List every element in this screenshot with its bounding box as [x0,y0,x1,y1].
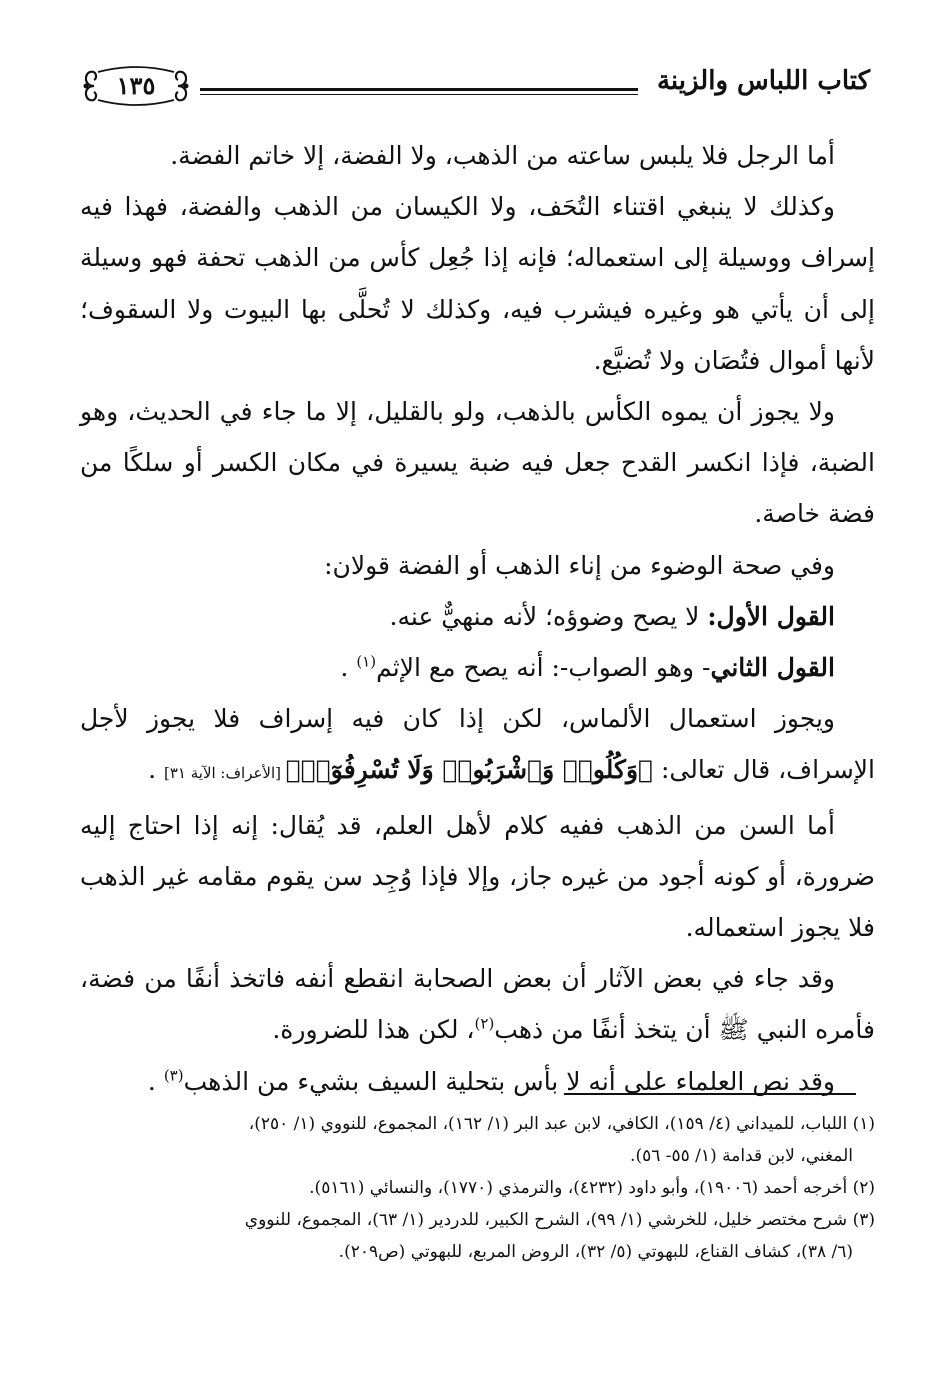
verse-citation: [الأعراف: الآية ٣١] [163,764,286,783]
header-rule [200,88,638,95]
paragraph: القول الثاني- وهو الصواب-: أنه يصح مع الإثم$^{(١)}$ . [340,652,835,683]
paragraph-end: . [148,755,164,785]
paragraph-end: . [147,1066,164,1096]
footnote-ref[interactable]: (٢) [474,1015,495,1034]
running-title: كتاب اللباس والزينة [656,66,870,96]
footnotes [80,1108,875,1268]
paragraph-text: ، لكن هذا للضرورة. [272,1015,475,1045]
paragraph [80,591,875,642]
paragraph: أما السن من الذهب ففيه كلام لأهل العلم، قد يُقال: إنه إذا احتاج إليه ضرورة، أو كونه أجود من غيره جاز، وإلا فإذا وُجِد سن يقوم مقامه غير الذهب فلا يجوز استعماله. [80,810,875,943]
paragraph: أما الرجل فلا يلبس ساعته من الذهب، ولا الفضة، إلا خاتم الفضة. [170,141,835,170]
paragraph-text: وقد نص العلماء على أنه لا بأس بتحلية السيف بشيء من الذهب [183,1066,835,1096]
paragraph [80,953,875,1055]
footnote-3-continued: (٦/ ٣٨)، كشاف القناع، للبهوتي (٥/ ٣٢)، الروض المربع، للبهوتي (ص٢٠٩). [338,1242,853,1262]
footnote-1-continued: المغني، لابن قدامة (١/ ٥٥- ٥٦). [630,1146,853,1166]
paragraph: وكذلك لا ينبغي اقتناء التُحَف، ولا الكيسان من الذهب والفضة، فهذا فيه إسراف ووسيلة إلى استعماله؛ فإنه إذا جُعِل كأس من الذهب تحفة فهو وسيلة إلى أن يأتي هو وغيره فيشرب فيه، وكذلك لا تُحلَّى بها البيوت ولا السقوف؛ لأنها أموال فتُصَان ولا تُضيَّع. [80,192,875,375]
page-number-ornament [80,64,192,108]
quran-verse: ﴿وَكُلُوا۟ وَٱشْرَبُوا۟ وَلَا تُسْرِفُوٓا۟﴾ [285,755,654,785]
main-text [80,130,875,1107]
page-number: ١٣٥ [116,71,156,100]
footnote-2: (٢) أخرجه أحمد (١٩٠٠٦)، وأبو داود (٤٢٣٢)، والترمذي (١٧٧٠)، والنسائي (٥١٦١). [309,1178,875,1198]
footnote-3: (٣) شرح مختصر خليل، للخرشي (١/ ٩٩)، الشرح الكبير، للدردير (١/ ٦٣)، المجموع، للنووي [244,1210,875,1230]
footnote-ref[interactable]: (٣) [163,1066,184,1085]
paragraph [80,1056,875,1107]
footnote-divider [564,1093,856,1095]
paragraph-text: ويجوز استعمال الألماس، لكن إذا كان فيه إسراف فلا يجوز لأجل الإسراف، قال تعالى: [80,704,875,785]
paragraph [80,693,875,799]
second-opinion-label: القول الثاني [710,653,835,683]
footnote-1: (١) اللباب، للميداني (٤/ ١٥٩)، الكافي، لابن عبد البر (١/ ١٦٢)، المجموع، للنووي (١/ ٢٥٠)، [248,1114,875,1134]
first-opinion-label: القول الأول: [707,601,835,631]
first-opinion-text: لا يصح وضوؤه؛ لأنه منهيٌّ عنه. [389,601,708,631]
paragraph: ولا يجوز أن يموه الكأس بالذهب، ولو بالقليل، إلا ما جاء في الحديث، وهو الضبة، فإذا انكسر القدح جعل فيه ضبة يسيرة في مكان الكسر أو سلكًا من فضة خاصة. [80,397,875,529]
paragraph-text: وقد جاء في بعض الآثار أن بعض الصحابة انقطع أنفه فاتخذ أنفًا من فضة، فأمره النبي ﷺ أن يتخذ أنفًا من ذهب [80,964,875,1045]
footnote-ref[interactable]: (١) [356,652,377,671]
second-opinion-text: - وهو الصواب-: أنه يصح مع الإثم [376,653,711,683]
paragraph: وفي صحة الوضوء من إناء الذهب أو الفضة قولان: [324,550,835,580]
page-header [80,58,870,118]
